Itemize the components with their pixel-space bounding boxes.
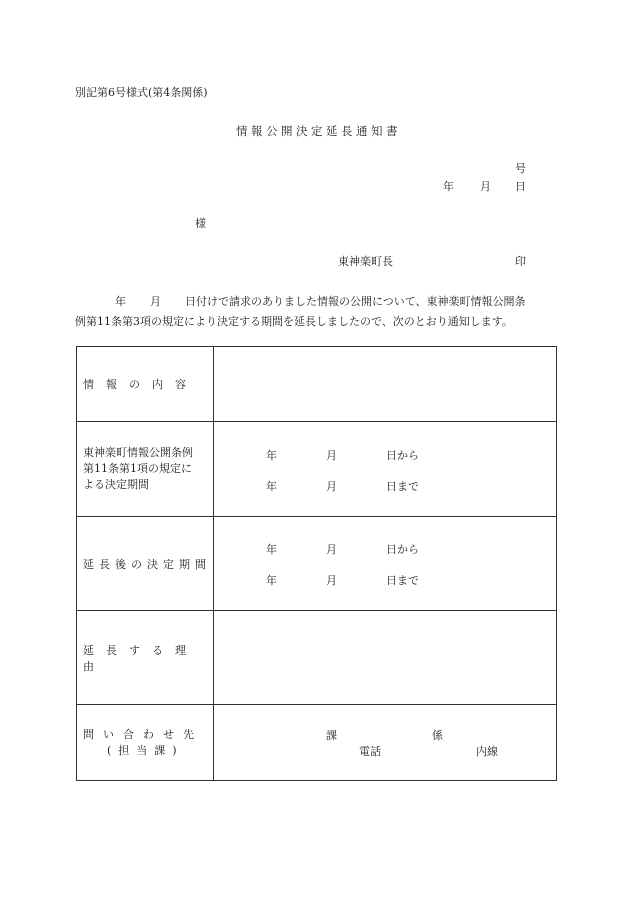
contact-phone: 電話 bbox=[359, 745, 381, 758]
original-period-to: 年 月 日まで bbox=[266, 479, 419, 493]
document-title: 情報公開決定延長通知書 bbox=[236, 124, 401, 138]
sender-seal: 印 bbox=[515, 255, 526, 268]
form-number: 別記第6号様式(第4条関係) bbox=[75, 86, 208, 99]
body-date-month: 月 bbox=[150, 295, 161, 308]
extended-period-to: 年 月 日まで bbox=[266, 574, 419, 587]
contact-section: 課 bbox=[326, 729, 337, 742]
body-paragraph bbox=[75, 292, 555, 332]
value-extended-period[interactable] bbox=[214, 517, 557, 611]
value-info-content[interactable] bbox=[214, 347, 557, 422]
extended-period-from: 年 月 日から bbox=[266, 543, 419, 556]
table-row-extension-reason bbox=[77, 611, 557, 705]
table-row-extended-period bbox=[77, 517, 557, 611]
contact-extension: 内線 bbox=[476, 745, 498, 758]
table-row-info-content bbox=[77, 347, 557, 422]
label-info-content: 情報の内容 bbox=[77, 347, 214, 422]
value-original-period[interactable] bbox=[214, 422, 557, 517]
body-text-line1: 日付けで請求のありました情報の公開について、東神楽町情報公開条 bbox=[185, 295, 526, 308]
sender-name: 東神楽町長 bbox=[338, 255, 393, 268]
original-period-from: 年 月 日から bbox=[266, 448, 419, 462]
issue-date-month: 月 bbox=[480, 180, 491, 193]
value-extension-reason[interactable] bbox=[214, 611, 557, 705]
contact-details bbox=[214, 727, 556, 767]
label-original-period: 東神楽町情報公開条例 第11条第1項の規定に よる決定期間 bbox=[77, 422, 214, 517]
document-number-suffix: 号 bbox=[515, 162, 526, 175]
addressee-suffix: 様 bbox=[195, 217, 206, 230]
label-contact: 問い合わせ先 (担当課) bbox=[77, 705, 214, 781]
body-text-line2: 例第11条第3項の規定により決定する期間を延長しましたので、次のとおり通知します。 bbox=[75, 315, 513, 328]
label-extended-period: 延長後の決定期間 bbox=[77, 517, 214, 611]
value-contact[interactable] bbox=[214, 705, 557, 781]
body-date-year: 年 bbox=[115, 295, 126, 308]
contact-staff: 係 bbox=[432, 729, 443, 742]
label-extension-reason: 延長する理由 bbox=[77, 611, 214, 705]
table-row-contact bbox=[77, 705, 557, 781]
notice-table bbox=[76, 346, 557, 781]
issue-date-year: 年 bbox=[443, 180, 454, 193]
issue-date-day: 日 bbox=[515, 180, 526, 193]
table-row-original-period bbox=[77, 422, 557, 517]
